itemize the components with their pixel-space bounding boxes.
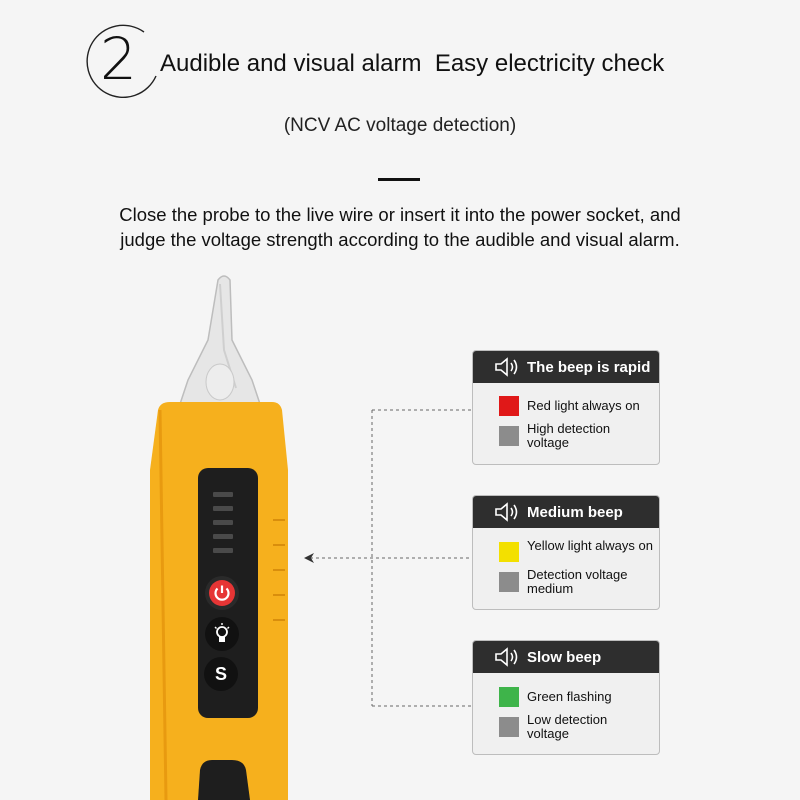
alarm-card-slow: [472, 640, 660, 755]
headline: Audible and visual alarm Easy electricity check: [160, 50, 665, 77]
flashlight-icon: [205, 617, 239, 651]
power-button[interactable]: [205, 576, 239, 610]
connector-lines: [300, 400, 475, 720]
light-row: [473, 687, 659, 707]
yellow-light-swatch: [499, 542, 519, 562]
s-button[interactable]: [204, 657, 238, 691]
alarm-card-rapid: [472, 350, 660, 465]
light-row: [473, 539, 659, 562]
subtitle: (NCV AC voltage detection): [283, 115, 517, 136]
alarm-card-medium: [472, 495, 660, 610]
divider: [378, 178, 420, 181]
voltage-swatch: [499, 572, 519, 592]
description-line-2: judge the voltage strength according to the audible and visual alarm.: [120, 229, 680, 250]
voltage-swatch: [499, 717, 519, 737]
description-line-1: Close the probe to the live wire or insert it into the power socket, and: [119, 204, 681, 225]
voltage-row: [473, 422, 659, 450]
voltage-swatch: [499, 426, 519, 446]
speaker-icon: [493, 646, 527, 668]
voltage-tester: [140, 270, 300, 800]
voltage-label: High detection voltage: [527, 421, 611, 450]
voltage-row: [473, 713, 659, 741]
voltage-label: Low detection voltage: [527, 712, 608, 741]
beep-label: Medium beep: [527, 503, 623, 521]
light-label: Green flashing: [527, 689, 612, 704]
voltage-label: Detection voltage medium: [527, 567, 628, 596]
speaker-icon: [493, 501, 527, 523]
beep-label: Slow beep: [527, 648, 602, 666]
step-number: 2: [100, 25, 137, 93]
power-icon: [205, 576, 239, 610]
flashlight-button[interactable]: [205, 617, 239, 651]
red-light-swatch: [499, 396, 519, 416]
s-button-label: S: [214, 664, 227, 684]
light-label: Yellow light always on: [527, 538, 653, 553]
speaker-icon: [493, 356, 527, 378]
description: [60, 202, 740, 252]
green-light-swatch: [499, 687, 519, 707]
beep-label: The beep is rapid: [527, 358, 651, 376]
light-row: [473, 396, 659, 416]
light-label: Red light always on: [527, 398, 640, 413]
voltage-row: [473, 568, 659, 596]
